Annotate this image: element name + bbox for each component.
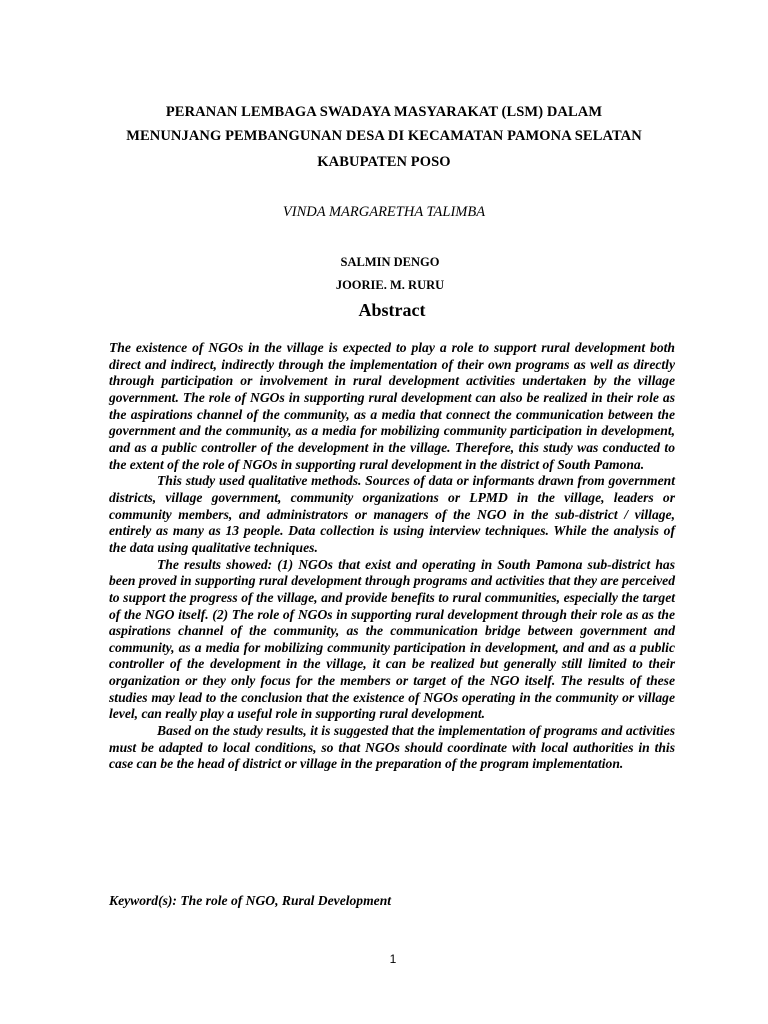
page-number: 1	[389, 952, 397, 966]
supervisor-name-2: JOORIE. M. RURU	[335, 278, 445, 292]
abstract-paragraph-4: Based on the study results, it is suggested that the implementation of programs and activities must be adapted to local conditions, so that NGOs should coordinate with local authorities in this case can be the head of district or village in the preparation of the program implementation.	[109, 723, 675, 772]
abstract-paragraph-3: The results showed: (1) NGOs that exist and operating in South Pamona sub-district has been proved in supporting rural development through programs and activities that they are perceived to support the progress of the village, and provide benefits to rural communities, especially the target of the NGO itself. (2) The role of NGOs in supporting rural development through their role as as the aspirations channel of the community, as the communication bridge between government and community, as a media for mobilizing community participation in development, and and as a public controller of the development in the village, it can be realized but generally still limited to their organization or they only focus for the members or target of the NGO itself. The results of these studies may lead to the conclusion that the existence of NGOs operating in the community or village level, can really play a useful role in supporting rural development.	[109, 556, 675, 722]
abstract-body	[109, 340, 675, 773]
supervisor-name-1: SALMIN DENGO	[340, 255, 440, 269]
abstract-paragraph-2: This study used qualitative methods. Sources of data or informants drawn from government districts, village government, community organizations or LPMD in the village, leaders or community members, and administrators or managers of the NGO in the sub-district / village, entirely as many as 13 people. Data collection is using interview techniques. While the analysis of the data using qualitative techniques.	[109, 473, 675, 555]
keywords: Keyword(s): The role of NGO, Rural Development	[109, 893, 392, 908]
title-line-2: MENUNJANG PEMBANGUNAN DESA DI KECAMATAN PAMONA SELATAN	[126, 128, 642, 144]
abstract-paragraph-1: The existence of NGOs in the village is expected to play a role to support rural development both direct and indirect, indirectly through the implementation of their own programs as well as directly through participation or involvement in rural development activities undertaken by the village government. The role of NGOs in supporting rural development can also be realized in their role as the aspirations channel of the community, as a media that connect the communication between the government and the community, as a media for mobilizing community participation in development, and as a public controller of the development in the village. Therefore, this study was conducted to the extent of the role of NGOs in supporting rural development in the district of South Pamona.	[109, 340, 675, 472]
author-name: VINDA MARGARETHA TALIMBA	[282, 204, 486, 220]
title-line-3: KABUPATEN POSO	[317, 154, 451, 170]
title-line-1: PERANAN LEMBAGA SWADAYA MASYARAKAT (LSM) DALAM	[165, 104, 603, 120]
abstract-heading: Abstract	[358, 300, 426, 320]
